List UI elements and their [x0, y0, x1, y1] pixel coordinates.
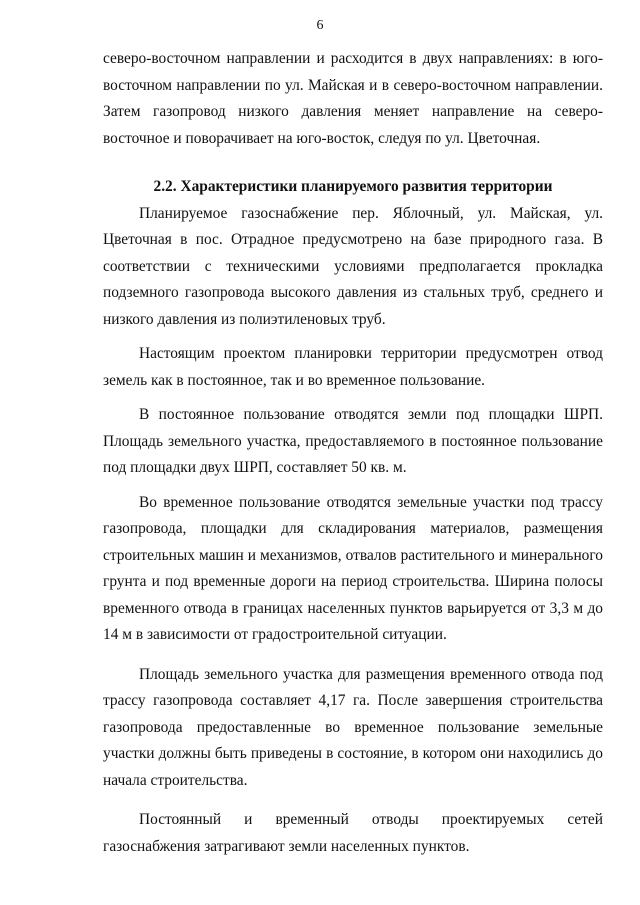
paragraph-land-allotment: Настоящим проектом планировки территории предусмотрен отвод земель как в постоянное, так и во временное пользование.	[103, 345, 603, 389]
paragraph-permanent-use: В постоянное пользование отводятся земли под площадки ШРП. Площадь земельного участка, предоставляемого в постоянное пользование под площадки двух ШРП, составляет 50 кв. м.	[103, 406, 603, 476]
paragraph-temporary-area: Площадь земельного участка для размещения временного отвода под трассу газопровода составляет 4,17 га. После завершения строительства газопровода предоставленные во временное пользование земельные участки должны быть приведены в состояние, в котором они находились до начала строительства.	[103, 665, 603, 789]
document-body	[103, 46, 603, 860]
paragraph-gas-supply: Планируемое газоснабжение пер. Яблочный, ул. Майская, ул. Цветочная в пос. Отрадное предусмотрено на базе природного газа. В соответствии с техническими условиями предполагается прокладка подземного газопровода высокого давления из стальных труб, среднего и низкого давления из полиэтиленовых труб.	[103, 204, 603, 328]
paragraph-affected-lands: Постоянный и временный отводы проектируемых сетей газоснабжения затрагивают земли населенных пунктов.	[103, 811, 603, 855]
page-number: 6	[316, 18, 324, 33]
paragraph-temporary-use: Во временное пользование отводятся земельные участки под трассу газопровода, площадки для складирования материалов, размещения строительных машин и механизмов, отвалов растительного и минерального грунта и под временные дороги на период строительства. Ширина полосы временного отвода в границах населенных пунктов варьируется от 3,3 м до 14 м в зависимости от градостроительной ситуации.	[103, 493, 603, 643]
section-heading: 2.2. Характеристики планируемого развития территории	[153, 178, 553, 195]
paragraph-continuation: северо-восточном направлении и расходится в двух направлениях: в юго-восточном направлении по ул. Майская и в северо-восточном направлении. Затем газопровод низкого давления меняет направление на северо-восточное и поворачивает на юго-восток, следуя по ул. Цветочная.	[103, 50, 603, 147]
